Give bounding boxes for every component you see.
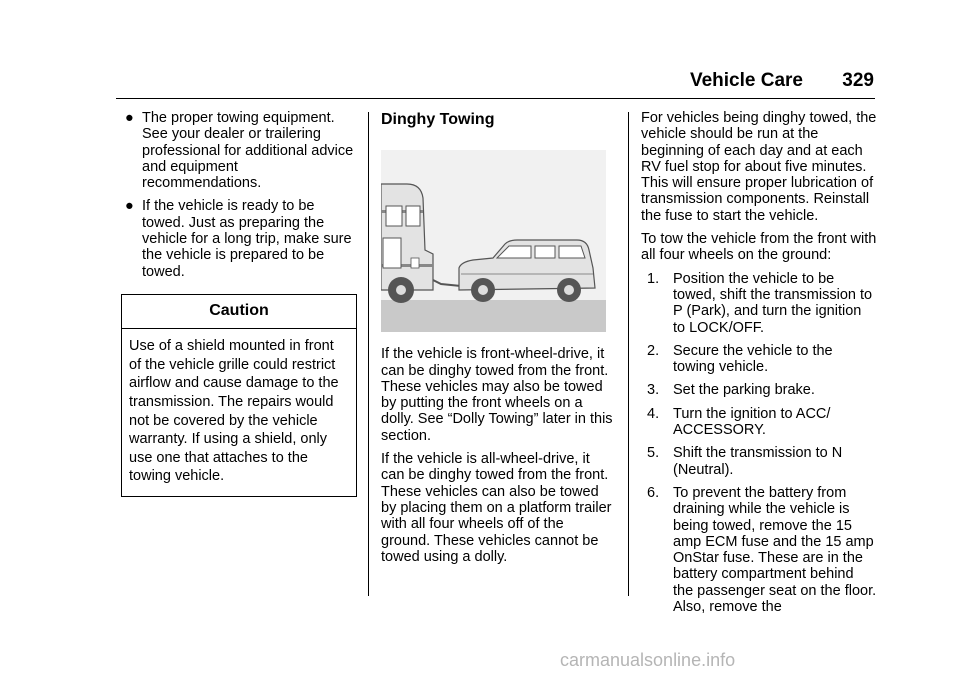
header-rule [116, 98, 875, 99]
watermark: carmanualsonline.info [560, 650, 736, 670]
step-number: 6. [647, 484, 660, 501]
column-divider-1 [368, 112, 369, 596]
towing-illustration [381, 150, 606, 332]
page-number: 329 [842, 70, 874, 91]
column-3 [641, 110, 877, 622]
column-divider-2 [628, 112, 629, 596]
section-title: Vehicle Care [689, 70, 804, 91]
section-heading: Dinghy Towing [381, 111, 495, 128]
step-text: Shift the transmission to N (Neutral). [673, 445, 843, 478]
column-2 [381, 110, 613, 572]
bullet-marker: ● [125, 198, 134, 215]
paragraph: For vehicles being dinghy towed, the vehicle should be run at the beginning of each day and at each RV fuel stop for about five minutes. This will ensure proper lubrication of transmission components. Reinstall the fuse to start the vehicle. [641, 110, 877, 224]
bullet-text: The proper towing equipment. See your dealer or trailering professional for additional advice and equipment recommendations. [142, 110, 354, 192]
list-item [641, 445, 877, 478]
step-number: 3. [647, 382, 660, 399]
bullet-marker: ● [125, 110, 134, 126]
step-number: 5. [647, 445, 660, 462]
column-1 [121, 110, 357, 497]
step-text: To prevent the battery from draining while the vehicle is being towed, remove the 15 amp ECM fuse and the 15 amp OnStar fuse. These are in the battery compartment behind the passenger seat on the floor. Also, remove the [673, 484, 877, 616]
paragraph: If the vehicle is all-wheel-drive, it can be dinghy towed from the front. These vehicles can also be towed by placing them on a platform trailer with all four wheels off of the ground. These vehicles cannot be towed using a dolly. [381, 451, 612, 565]
paragraph: To tow the vehicle from the front with all four wheels on the ground: [641, 231, 877, 264]
page-header [0, 70, 874, 98]
caution-box [121, 294, 357, 497]
list-item [641, 271, 877, 336]
list-item [641, 343, 877, 376]
step-text: Secure the vehicle to the towing vehicle. [673, 342, 833, 376]
list-item [641, 485, 877, 615]
step-text: Position the vehicle to be towed, shift the transmission to P (Park), and turn the ignition to LOCK/OFF. [673, 270, 873, 336]
list-item [641, 382, 877, 398]
bullet-text: If the vehicle is ready to be towed. Just as preparing the vehicle for a long trip, make sure the vehicle is prepared to be towed. [142, 198, 352, 280]
step-text: Set the parking brake. [673, 382, 815, 399]
step-number: 4. [647, 405, 660, 422]
step-number: 1. [647, 270, 660, 287]
bullet-item [121, 198, 357, 279]
paragraph: If the vehicle is front-wheel-drive, it can be dinghy towed from the front. These vehicles may also be towed by putting the front wheels on a dolly. See “Dolly Towing” later in this section. [381, 346, 613, 444]
list-item [641, 406, 877, 439]
step-text: Turn the ignition to ACC/ ACCESSORY. [673, 405, 831, 439]
step-number: 2. [647, 342, 660, 359]
rv-towing-car-image [381, 150, 606, 332]
caution-title: Caution [122, 295, 356, 329]
bullet-item [121, 110, 357, 191]
caution-body: Use of a shield mounted in front of the vehicle grille could restrict airflow and cause damage to the transmission. The repairs would not be covered by the vehicle warranty. If using a shield, only use one that attaches to the towing vehicle. [129, 338, 339, 485]
